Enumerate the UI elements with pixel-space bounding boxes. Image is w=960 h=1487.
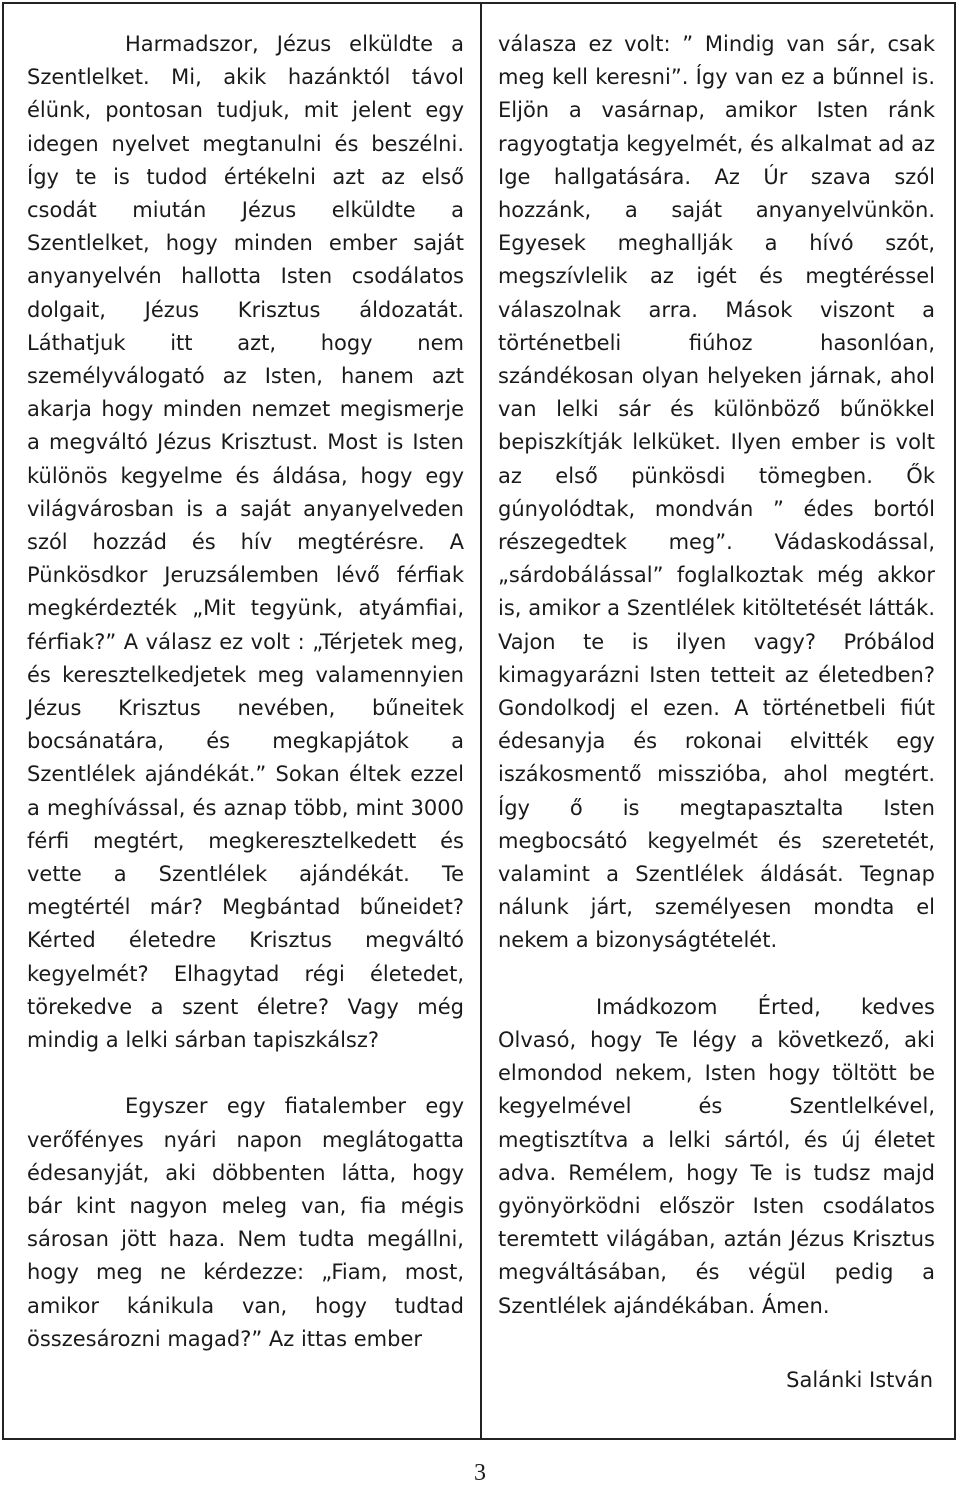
page-number: 3 (474, 1460, 486, 1486)
right-paragraph-2: Imádkozom Érted, kedves Olvasó, hogy Te légy a következő, aki elmondod nekem, Isten hogy töltött be kegyelmével és Szentlelkével, megtisztítva a lelki sártól, és új életet adva. Remélem, hogy Te is tudsz majd gyönyörködni először Isten csodálatos teremtett világában, aztán Jézus Krisztus megváltásában, és végül pedig a Szentlélek ajándékában. Ámen. (498, 994, 935, 1318)
column-divider (480, 2, 482, 1438)
right-paragraph-1: válasza ez volt: ” Mindig van sár, csak meg kell keresni”. Így van ez a bűnnel is. Eljön a vasárnap, amikor Isten ránk ragyogtatja kegyelmét, és alkalmat ad az Ige hallgatására. Az Úr szava szól hozzánk, a saját anyanyelvünkön. Egyesek meghallják a hívó szót, megszívlelik az igét és megtéréssel válaszolnak arra. Mások viszont a történetbeli fiúhoz hasonlóan, szándékosan olyan helyeken járnak, ahol van lelki sár és különböző bűnökkel bepiszkítják lelküket. Ilyen ember is volt az első pünkösdi tömegben. Ők gúnyolódtak, mondván ” édes bortól részegedtek meg”. Vádaskodással, „sárdobálással” foglalkoztak még akkor is, amikor a Szentlélek kitöltetését látták. Vajon te is ilyen vagy? Próbálod kimagyarázni Isten tetteit az életedben? Gondolkodj el ezen. A történetbeli fiút édesanyja és rokonai elvitték egy iszákosmentő misszióba, ahol megtért. Így ő is megtapasztalta Isten megbocsátó kegyelmét és szeretetét, valamint a Szentlélek áldását. Tegnap nálunk járt, személyesen mondta el nekem a bizonyságtételét. (498, 32, 935, 953)
left-column (27, 28, 464, 1356)
left-paragraph-2: Egyszer egy fiatalember egy verőfényes nyári napon meglátogatta édesanyját, aki döbbenten látta, hogy bár kint nagyon meleg van, fia mégis sárosan jött haza. Nem tudta megállni, hogy meg ne kérdezze: „Fiam, most, amikor kánikula van, hogy tudtad összesározni magad?” Az ittas ember (27, 1094, 464, 1351)
right-column (498, 28, 935, 1323)
left-paragraph-1: Harmadszor, Jézus elküldte a Szentlelket. Mi, akik hazánktól távol élünk, pontosan tudjuk, mit jelent egy idegen nyelvet megtanulni és beszélni. Így te is tudod értékelni azt az első csodát miután Jézus elküldte a Szentlelket, hogy minden ember saját anyanyelvén hallotta Isten csodálatos dolgait, Jézus Krisztus áldozatát. Láthatjuk itt azt, hogy nem személyválogató az Isten, hanem azt akarja hogy minden nemzet megismerje a megváltó Jézus Krisztust. Most is Isten különös kegyelme és áldása, hogy egy világvárosban is a saját anyanyelveden szól hozzád és hív megtérésre. A Pünkösdkor Jeruzsálemben lévő férfiak megkérdezték „Mit tegyünk, atyámfiai, férfiak?” A válasz ez volt : „Térjetek meg, és keresztelkedjetek meg valamennyien Jézus Krisztus nevében, bűneitek bocsánatára, és megkapjátok a Szentlélek ajándékát.” Sokan éltek ezzel a meghívással, és aznap több, mint 3000 férfi megtért, megkeresztelkedett és vette a Szentlélek ajándékát. Te megtértél már? Megbántad bűneidet? Kérted életedre Krisztus megváltó kegyelmét? Elhagytad régi életedet, törekedve a szent életre? Vagy még mindig a lelki sárban tapiszkálsz? (27, 32, 464, 1053)
author-signature: Salánki István (786, 1368, 933, 1392)
